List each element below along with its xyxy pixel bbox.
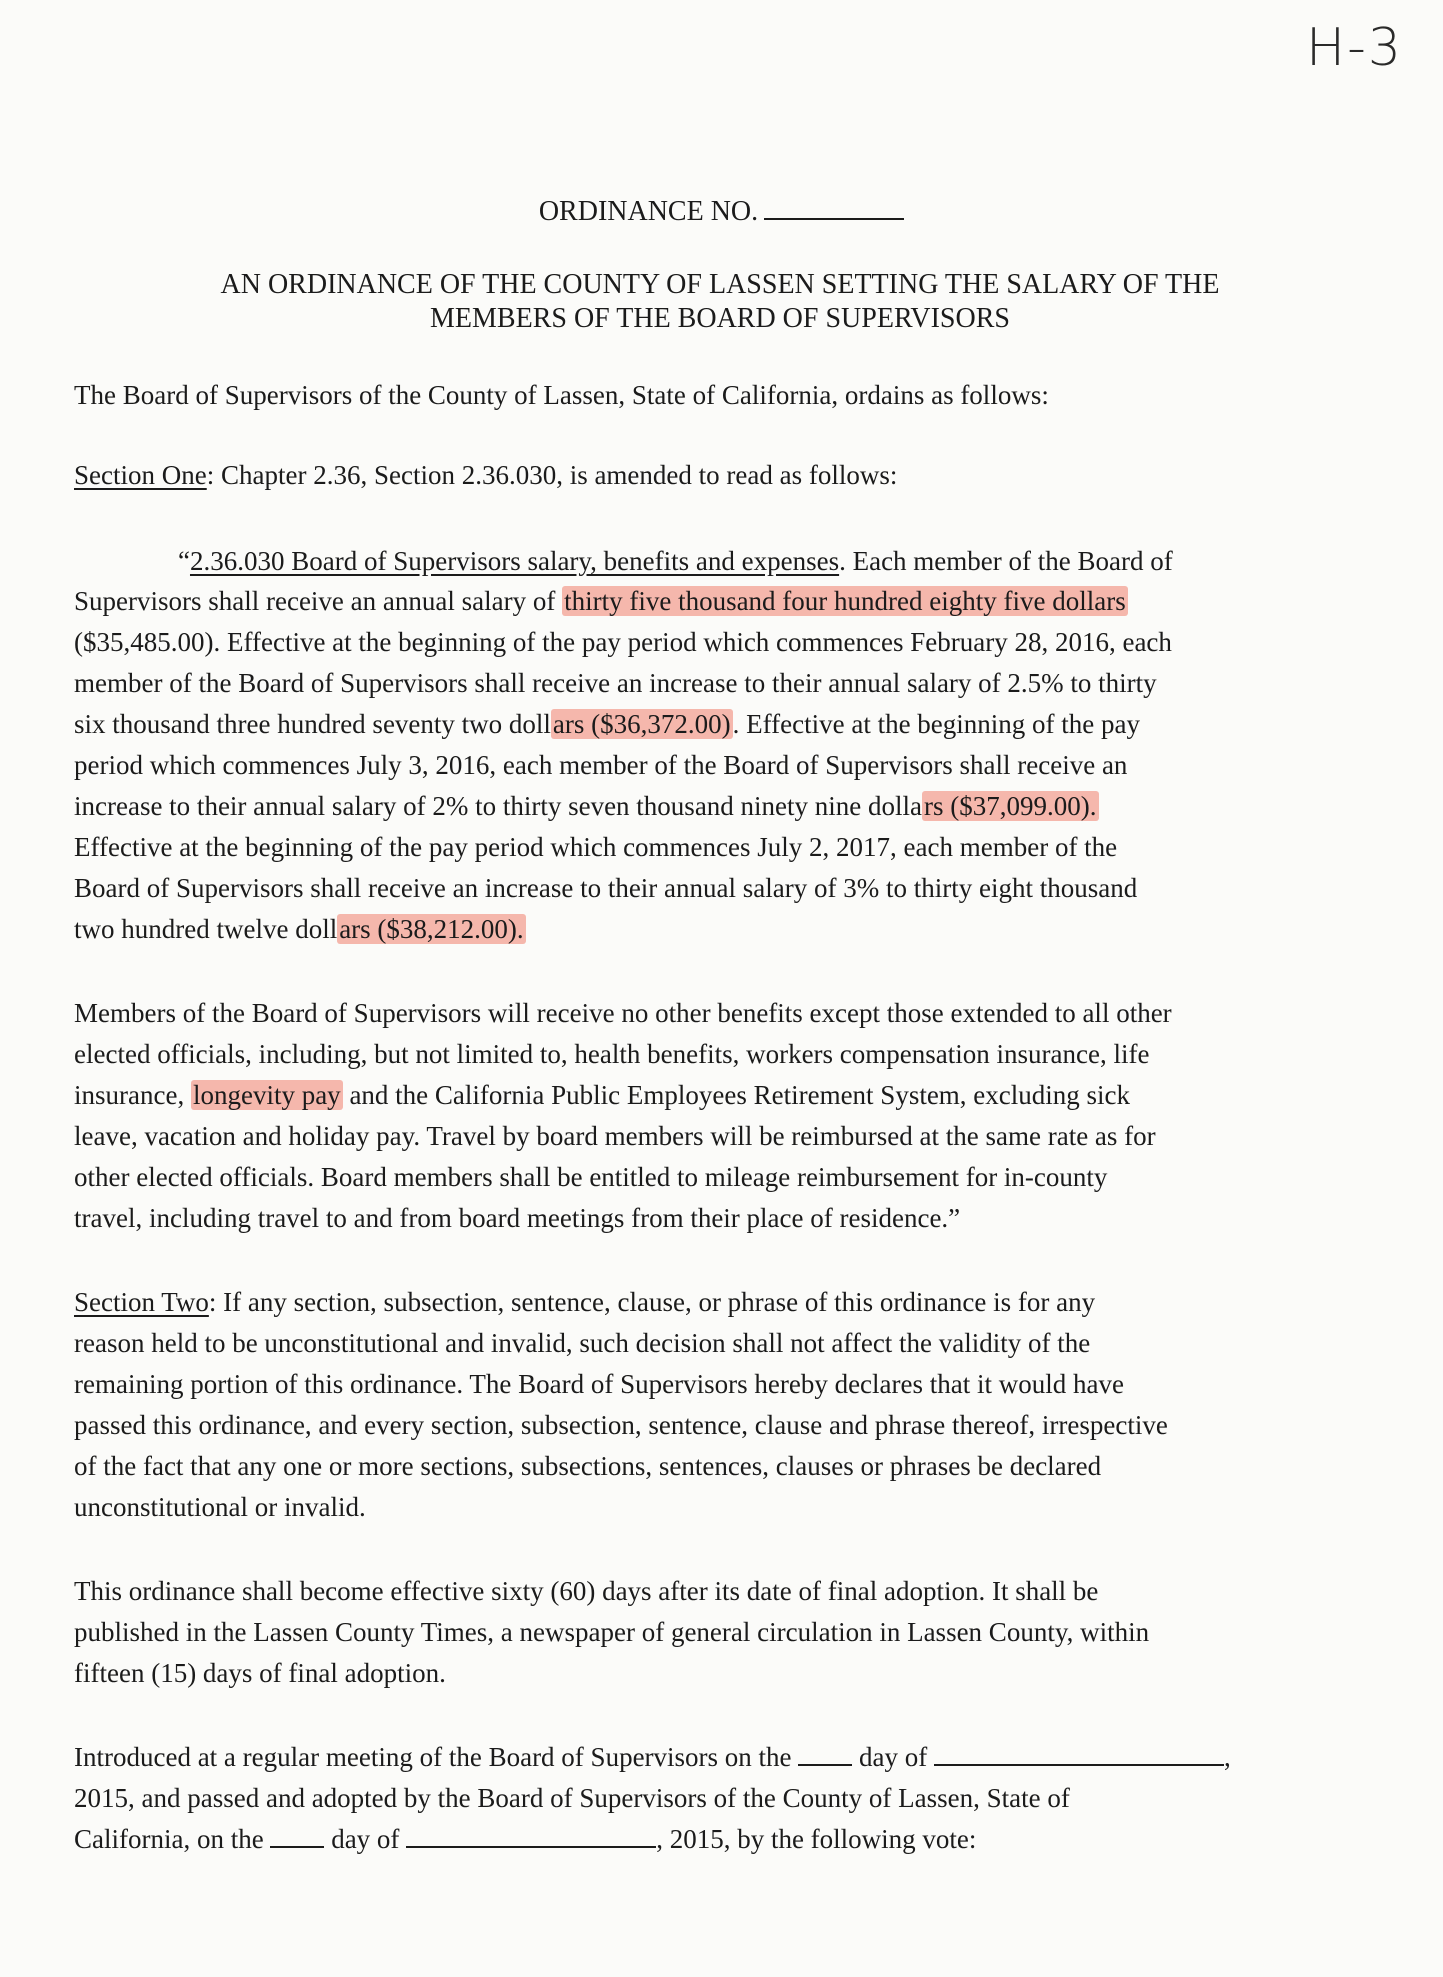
- month-blank-1: [934, 1744, 1224, 1766]
- para1-line-5-rest: . Effective at the beginning of the pay: [732, 709, 1141, 739]
- section-one-line: [74, 460, 897, 491]
- para2-line-2: elected officials, including, but not limited to, health benefits, workers compensation insurance, life: [74, 1039, 1150, 1069]
- para1-line-1-rest: . Each member of the Board of: [839, 546, 1173, 576]
- introduced-line-2: 2015, and passed and adopted by the Board of Supervisors of the County of Lassen, State of: [74, 1783, 1070, 1813]
- introduced-line-3: [74, 1824, 976, 1855]
- introduced-line-1: [74, 1742, 1231, 1773]
- introduced-line-3-rest: , 2015, by the following vote:: [656, 1824, 977, 1854]
- para1-line-7-text: increase to their annual salary of 2% to thirty seven thousand ninety nine dolla: [74, 791, 923, 821]
- para1-line-10-text: two hundred twelve doll: [74, 914, 338, 944]
- intro-text: The Board of Supervisors of the County of Lassen, State of California, ordains as follows:: [74, 380, 1049, 410]
- section-two-label: Section Two: [74, 1287, 209, 1317]
- ordinance-title-text: ORDINANCE NO.: [538, 196, 759, 227]
- ordinance-title: [0, 196, 1443, 228]
- para1-line-5-text: six thousand three hundred seventy two doll: [74, 709, 551, 739]
- para1-line-9: Board of Supervisors shall receive an increase to their annual salary of 3% to thirty eight thousand: [74, 873, 1138, 903]
- para2-line-3-rest: and the California Public Employees Retirement System, excluding sick: [342, 1080, 1131, 1110]
- para2-line-5: other elected officials. Board members shall be entitled to mileage reimbursement for in-county: [74, 1162, 1108, 1192]
- section-two-line-5: of the fact that any one or more sections, subsections, sentences, clauses or phrases be declared: [74, 1451, 1102, 1481]
- day-blank-1: [798, 1744, 852, 1766]
- section-two-line-3: remaining portion of this ordinance. The Board of Supervisors hereby declares that it would have: [74, 1369, 1124, 1399]
- highlight-longevity-pay: longevity pay: [192, 1080, 341, 1110]
- para1-line-7: [74, 791, 1099, 822]
- para2-line-3-text: insurance,: [74, 1080, 191, 1110]
- section-heading-2-36-030: 2.36.030 Board of Supervisors salary, benefits and expenses: [189, 546, 840, 576]
- introduced-day-of-2: day of: [331, 1824, 400, 1854]
- introduced-day-of: day of: [859, 1742, 928, 1772]
- section-two-line-4: passed this ordinance, and every section, subsection, sentence, clause and phrase thereof, irrespective: [74, 1410, 1168, 1440]
- section-one-text: : Chapter 2.36, Section 2.36.030, is amended to read as follows:: [206, 460, 898, 490]
- section-one-label: Section One: [74, 460, 207, 490]
- para1-line-6: period which commences July 3, 2016, each member of the Board of Supervisors shall receive an: [74, 750, 1128, 780]
- para2-line-3: [74, 1080, 1130, 1111]
- section-two-line-2: reason held to be unconstitutional and invalid, such decision shall not affect the validity of the: [74, 1328, 1091, 1358]
- introduced-line-3-text: California, on the: [74, 1824, 264, 1854]
- highlight-38212: ars ($38,212.00).: [339, 914, 524, 944]
- highlight-salary-words: thirty five thousand four hundred eighty five dollars: [564, 586, 1126, 616]
- day-blank-2: [270, 1826, 324, 1848]
- para1-line-5: [74, 709, 1140, 740]
- effective-line-1: This ordinance shall become effective sixty (60) days after its date of final adoption. It shall be: [74, 1576, 1099, 1606]
- para2-line-4: leave, vacation and holiday pay. Travel by board members will be reimbursed at the same rate as for: [74, 1121, 1156, 1151]
- introduced-line-1-text: Introduced at a regular meeting of the Board of Supervisors on the: [74, 1742, 792, 1772]
- ordinance-number-blank: [764, 196, 904, 220]
- para1-line-1: [178, 546, 1173, 577]
- month-blank-2: [406, 1826, 656, 1848]
- heading-line-2: MEMBERS OF THE BOARD OF SUPERVISORS: [430, 303, 1010, 334]
- section-two-line-1-rest: : If any section, subsection, sentence, clause, or phrase of this ordinance is for any: [208, 1287, 1096, 1317]
- highlight-37099: rs ($37,099.00).: [924, 791, 1097, 821]
- para1-line-10: [74, 914, 526, 945]
- open-quote: “: [178, 546, 190, 576]
- corner-mark: H-3: [1306, 18, 1403, 78]
- section-two-line-6: unconstitutional or invalid.: [74, 1492, 366, 1522]
- para1-line-3: ($35,485.00). Effective at the beginning of the pay period which commences February 28, 2016, each: [74, 627, 1172, 657]
- section-two-line-1: [74, 1287, 1095, 1318]
- introduced-comma: ,: [1224, 1742, 1231, 1772]
- para1-line-8: Effective at the beginning of the pay period which commences July 2, 2017, each member of the: [74, 832, 1118, 862]
- para1-line-2: [74, 586, 1128, 617]
- ordinance-heading: [120, 268, 1320, 336]
- effective-line-2: published in the Lassen County Times, a newspaper of general circulation in Lassen County, within: [74, 1617, 1150, 1647]
- para2-line-1: Members of the Board of Supervisors will receive no other benefits except those extended to all other: [74, 998, 1172, 1028]
- para1-line-2-text: Supervisors shall receive an annual salary of: [74, 586, 563, 616]
- effective-line-3: fifteen (15) days of final adoption.: [74, 1658, 446, 1688]
- heading-line-1: AN ORDINANCE OF THE COUNTY OF LASSEN SETTING THE SALARY OF THE: [220, 269, 1220, 300]
- para1-line-4: member of the Board of Supervisors shall receive an increase to their annual salary of 2.5% to thirty: [74, 668, 1157, 698]
- highlight-36372: ars ($36,372.00): [552, 709, 731, 739]
- para2-line-6: travel, including travel to and from board meetings from their place of residence.”: [74, 1203, 961, 1233]
